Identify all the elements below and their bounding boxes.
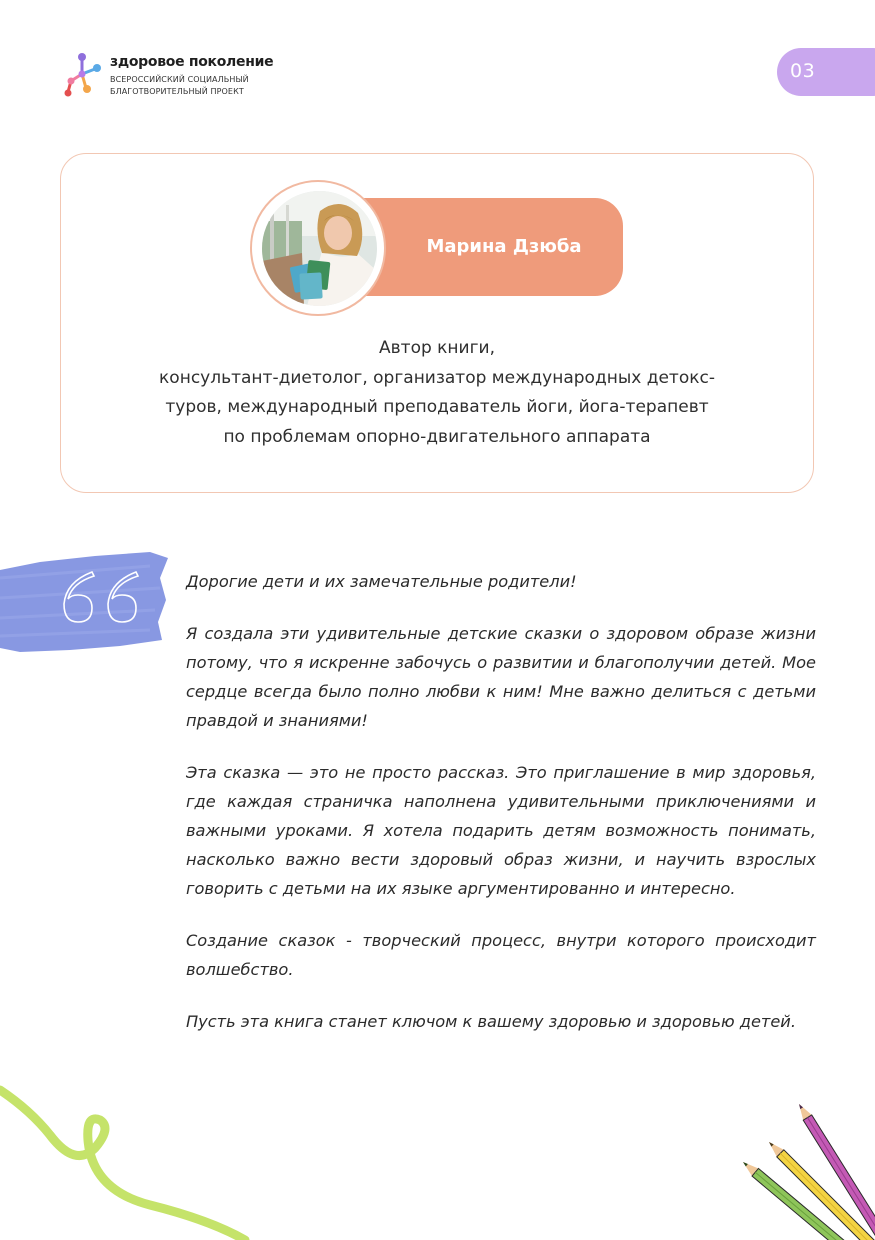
author-description-line: Автор книги, [379, 338, 495, 358]
letter-paragraph: Пусть эта книга станет ключом к вашему здоровью и здоровью детей. [186, 1012, 796, 1031]
pencils-illustration [725, 1100, 875, 1240]
letter-greeting: Дорогие дети и их замечательные родители! [186, 572, 577, 591]
letter-paragraph: Создание сказок - творческий процесс, внутри которого происходит волшебство. [186, 931, 816, 979]
logo-subtitle [110, 74, 300, 98]
author-description-line: консультант-диетолог, организатор международных детокс- [159, 367, 715, 388]
logo-subtitle-line: ВСЕРОССИЙСКИЙ СОЦИАЛЬНЫЙ [110, 75, 249, 84]
author-description-line: по проблемам опорно-двигательного аппарата [223, 426, 651, 447]
quote-icon [56, 568, 146, 628]
page-number: 03 [790, 60, 816, 82]
author-photo-illustration [262, 191, 377, 306]
author-name: Марина Дзюба [426, 236, 582, 257]
molecule-logo-icon [62, 50, 106, 98]
author-avatar [262, 191, 377, 306]
author-description [100, 334, 774, 452]
letter-body [186, 567, 816, 1059]
logo-title: здоровое поколение [110, 54, 274, 70]
squiggle-decoration [0, 1080, 260, 1240]
logo-subtitle-line: БЛАГОТВОРИТЕЛЬНЫЙ ПРОЕКТ [110, 87, 244, 96]
project-logo [62, 50, 292, 102]
letter-paragraph: Эта сказка — это не просто рассказ. Это приглашение в мир здоровья, где каждая страничка наполнена удивительными приключениями и важными уроками. Я хотела подарить детям возможность понимать, насколько важно вести здоровый образ жизни, и научить взрослых говорить с детьми на их языке аргументированно и интересно. [186, 763, 816, 898]
letter-paragraph: Я создала эти удивительные детские сказки о здоровом образе жизни потому, что я искренне забочусь о развитии и благополучии детей. Мое сердце всегда было полно любви к ним! Мне важно делиться с детьми правдой и знаниями! [186, 624, 816, 730]
author-description-line: туров, международный преподаватель йоги, йога-терапевт [165, 397, 709, 417]
